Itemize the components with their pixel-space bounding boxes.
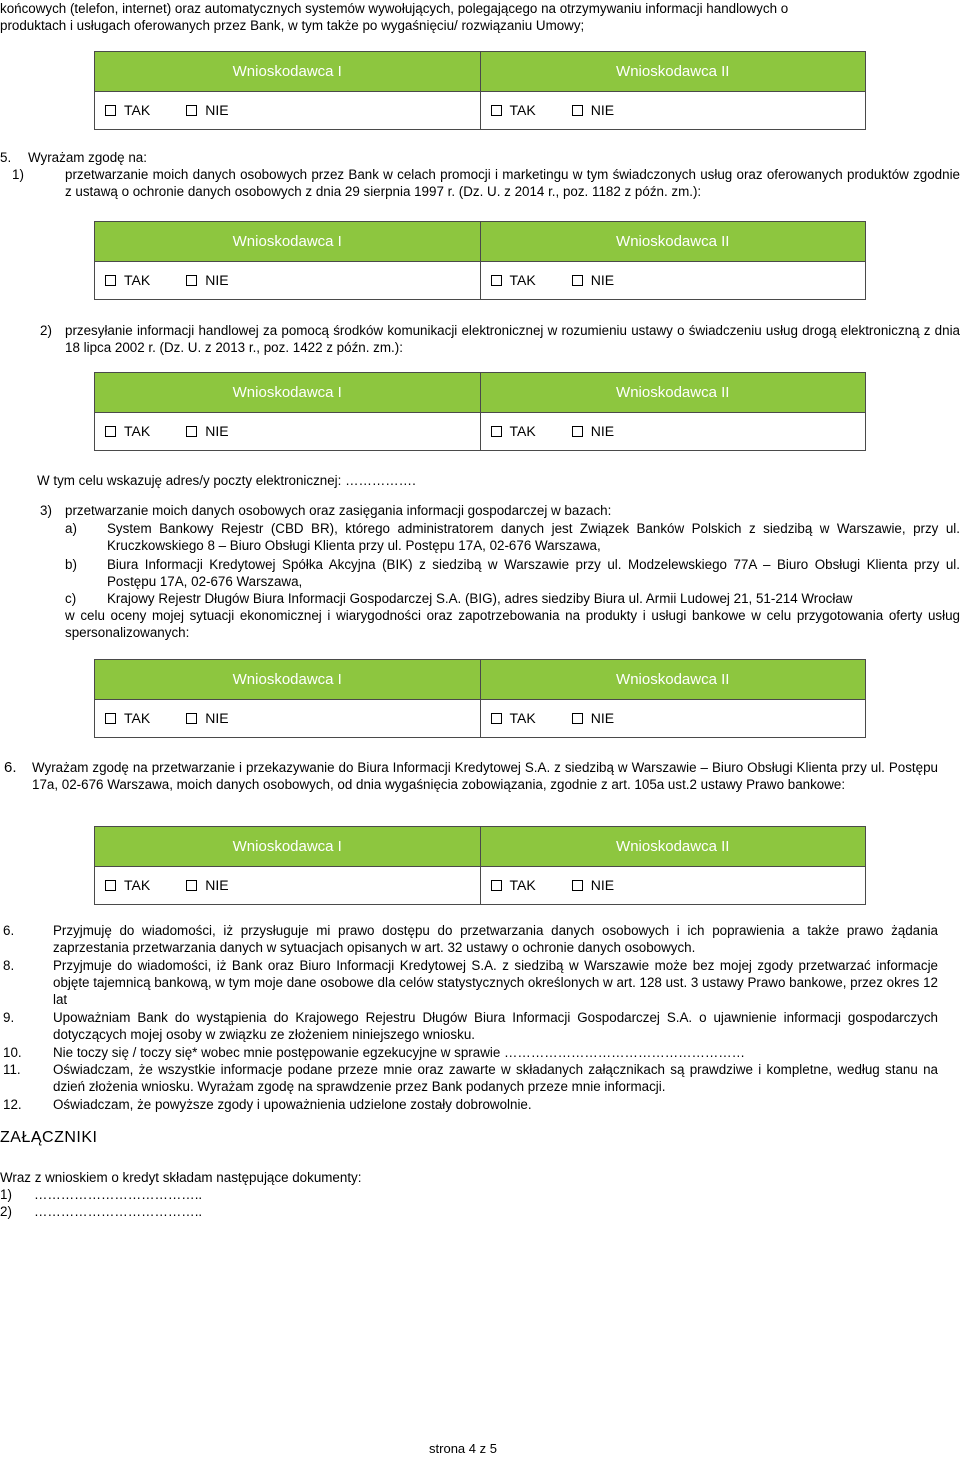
item-number: 12. bbox=[3, 1097, 22, 1112]
list-item: Oświadczam, że powyższe zgody i upoważnienia udzielone zostały dobrowolnie. bbox=[53, 1097, 532, 1112]
applicant-1-no-checkbox[interactable]: NIE bbox=[186, 102, 228, 119]
item-number: 6. bbox=[3, 923, 15, 938]
section-5-title: Wyrażam zgodę na: bbox=[28, 150, 147, 165]
list-item: Oświadczam, że wszystkie informacje podane przeze mnie oraz zawarte w składanych załącznikach są prawdziwe i kompletne, według stanu na dzień złożenia wniosku. Wyrażam zgodę na sprawdzenie przez Bank podanych przeze mnie informacji. bbox=[53, 1062, 938, 1094]
attachments-intro: Wraz z wnioskiem o kredyt składam następujące dokumenty: bbox=[0, 1170, 362, 1185]
applicant-2-no-checkbox[interactable]: NIE bbox=[572, 272, 614, 289]
s5-a-text: System Bankowy Rejestr (CBD BR), którego administratorem danych jest Związek Banków Polskich z siedzibą w Warszawie, przy ul. Kruczkowskiego 8 – Biuro Obsługi Klienta przy ul. Postępu 17A, 02-676 Warszawa, bbox=[107, 521, 960, 553]
applicant-2-yes-checkbox[interactable]: TAK bbox=[491, 423, 536, 440]
s5-c-text: Krajowy Rejestr Długów Biura Informacji Gospodarczej S.A. (BIG), adres siedziby Biura ul. Armii Ludowej 21, 51-214 Wrocław bbox=[107, 591, 853, 606]
s5-a-number: a) bbox=[65, 521, 77, 536]
section-5-number: 5. bbox=[0, 150, 12, 165]
attachment-field[interactable]: ……………………………….. bbox=[34, 1187, 203, 1202]
applicant-1-no-checkbox[interactable]: NIE bbox=[186, 877, 228, 894]
list-item: Przyjmuję do wiadomości, iż przysługuje mi prawo dostępu do przetwarzania danych osobowych i ich poprawienia a także prawo żądania zaprzestania przetwarzania danych w sytuacjach opisanych w art. 32 ustawy o ochronie danych osobowych. bbox=[53, 923, 938, 955]
applicant-2-yes-checkbox[interactable]: TAK bbox=[491, 272, 536, 289]
item-number: 10. bbox=[3, 1045, 22, 1060]
email-field[interactable]: ……………. bbox=[345, 473, 416, 488]
applicant-2-yes-checkbox[interactable]: TAK bbox=[491, 710, 536, 727]
applicant-2-yes-checkbox[interactable]: TAK bbox=[491, 877, 536, 894]
list-item: Upoważniam Bank do wystąpienia do Krajowego Rejestru Długów Biura Informacji Gospodarczej S.A. o ujawnienie informacji gospodarczych dotyczących mojej osoby w związku ze złożeniem niniejszego wniosku. bbox=[53, 1010, 938, 1042]
applicant-1-no-checkbox[interactable]: NIE bbox=[186, 423, 228, 440]
email-line: W tym celu wskazuję adres/y poczty elektronicznej: ……………. bbox=[37, 473, 416, 488]
applicant-1-header: Wnioskodawca I bbox=[95, 52, 481, 91]
attachment-field[interactable]: ……………………………….. bbox=[34, 1204, 203, 1219]
applicant-2-header: Wnioskodawca II bbox=[616, 63, 730, 80]
section-6-text: Wyrażam zgodę na przetwarzanie i przekazywanie do Biura Informacji Kredytowej S.A. z siedzibą w Warszawie – Biuro Obsługi Klienta przy ul. Postępu 17a, 02-676 Warszawa, moich danych osobowych, od dnia wygaśnięcia zobowiązania, zgodnie z art. 105a ust.2 ustawy Prawo bankowe: bbox=[32, 760, 938, 792]
consent-table-intro bbox=[94, 51, 866, 130]
page-number: strona 4 z 5 bbox=[429, 1441, 497, 1456]
applicant-2-yes-checkbox[interactable]: TAK bbox=[491, 102, 536, 119]
item-number: 8. bbox=[3, 958, 15, 973]
s5-p2-text: przesyłanie informacji handlowej za pomocą środków komunikacji elektronicznej w rozumieniu ustawy o świadczeniu usług drogą elektroniczną z dnia 18 lipca 2002 r. (Dz. U. z 2013 r., poz. 1422 z późn. zm.): bbox=[65, 323, 960, 355]
applicant-1-yes-checkbox[interactable]: TAK bbox=[105, 877, 150, 894]
consent-table-electronic: Wnioskodawca I Wnioskodawca II TAK NIE TAK NIE bbox=[94, 372, 866, 451]
intro-text: końcowych (telefon, internet) oraz automatycznych systemów wywołujących, polegającego na otrzymywaniu informacji handlowych o produktach i usługach oferowanych przez Bank, w tym także po wygaśnięciu/ rozwiązaniu Umowy; bbox=[0, 1, 789, 33]
applicant-1-yes-checkbox[interactable]: TAK bbox=[105, 272, 150, 289]
applicant-2-no-checkbox[interactable]: NIE bbox=[572, 877, 614, 894]
applicant-1-no-checkbox[interactable]: NIE bbox=[186, 272, 228, 289]
attachments-heading: ZAŁĄCZNIKI bbox=[0, 1129, 98, 1146]
s5-b-text: Biura Informacji Kredytowej Spółka Akcyjna (BIK) z siedzibą w Warszawie przy ul. Modzelewskiego 77A – Biuro Obsługi Klienta przy ul. Postępu 17A, 02-676 Warszawa, bbox=[107, 557, 960, 589]
s5-p3-text: przetwarzanie moich danych osobowych oraz zasięgania informacji gospodarczej w bazach: bbox=[65, 503, 612, 518]
applicant-2-no-checkbox[interactable]: NIE bbox=[572, 710, 614, 727]
consent-table-bik: Wnioskodawca I Wnioskodawca II TAK NIE TAK NIE bbox=[94, 826, 866, 905]
s5-p2-number: 2) bbox=[40, 323, 52, 338]
s5-p3-tail: w celu oceny mojej sytuacji ekonomicznej i wiarygodności oraz zapotrzebowania na produkty i usługi bankowe w celu przygotowania oferty usług spersonalizowanych: bbox=[65, 608, 960, 640]
list-item: Nie toczy się / toczy się* wobec mnie postępowanie egzekucyjne w sprawie ……………………………………………… bbox=[53, 1045, 746, 1060]
s5-b-number: b) bbox=[65, 557, 77, 572]
item-number: 9. bbox=[3, 1010, 15, 1025]
s5-p1-number: 1) bbox=[12, 167, 24, 182]
item-number: 11. bbox=[3, 1062, 21, 1077]
s5-c-number: c) bbox=[65, 591, 77, 606]
attachment-number: 2) bbox=[0, 1204, 12, 1219]
s5-p3-number: 3) bbox=[40, 503, 52, 518]
consent-table-databases: Wnioskodawca I Wnioskodawca II TAK NIE TAK NIE bbox=[94, 659, 866, 738]
applicant-1-yes-checkbox[interactable]: TAK bbox=[105, 423, 150, 440]
applicant-1-no-checkbox[interactable]: NIE bbox=[186, 710, 228, 727]
applicant-2-no-checkbox[interactable]: NIE bbox=[572, 423, 614, 440]
attachment-number: 1) bbox=[0, 1187, 12, 1202]
section-6-number: 6. bbox=[4, 759, 17, 776]
applicant-1-yes-checkbox[interactable]: TAK bbox=[105, 102, 150, 119]
consent-table-marketing: Wnioskodawca I Wnioskodawca II TAK NIE TAK NIE bbox=[94, 221, 866, 300]
applicant-1-yes-checkbox[interactable]: TAK bbox=[105, 710, 150, 727]
s5-p1-text: przetwarzanie moich danych osobowych przez Bank w celach promocji i marketingu w tym świadczonych usług oraz oferowanych produktów zgodnie z ustawą o ochronie danych osobowych z dnia 29 sierpnia 1997 r. (Dz. U. z 2014 r., poz. 1182 z późn. zm.): bbox=[65, 167, 960, 199]
applicant-2-no-checkbox[interactable]: NIE bbox=[572, 102, 614, 119]
list-item: Przyjmuje do wiadomości, iż Bank oraz Biuro Informacji Kredytowej S.A. z siedzibą w Warszawie może bez mojej zgody przetwarzać informacje objęte tajemnicą bankową, w tym moje dane osobowe dla celów statystycznych określonych w art. 128 ust. 3 ustawy Prawo bankowe, przez okres 12 lat bbox=[53, 958, 938, 1007]
